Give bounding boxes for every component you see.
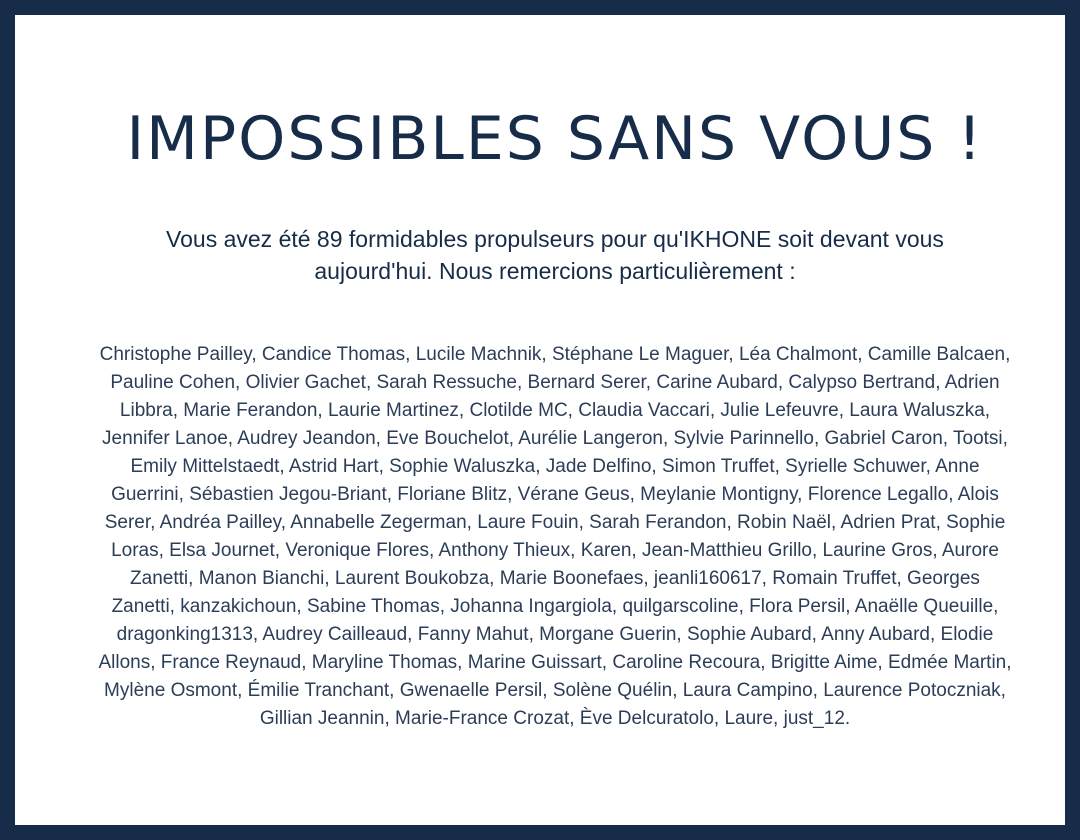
page-title: IMPOSSIBLES SANS VOUS !	[126, 104, 984, 174]
intro-text: Vous avez été 89 formidables propulseurs pour qu'IKHONE soit devant vous aujourd'hui. Nous remercions particulièrement :	[166, 226, 944, 284]
supporters-list: Christophe Pailley, Candice Thomas, Lucile Machnik, Stéphane Le Maguer, Léa Chalmont, Camille Balcaen, Pauline Cohen, Olivier Gachet, Sarah Ressuche, Bernard Serer, Carine Aubard, Calypso Bertrand, Adrien Libbra, Marie Ferandon, Laurie Martinez, Clotilde MC, Claudia Vaccari, Julie Lefeuvre, Laura Waluszka, Jennifer Lanoe, Audrey Jeandon, Eve Bouchelot, Aurélie Langeron, Sylvie Parinnello, Gabriel Caron, Tootsi, Emily Mittelstaedt, Astrid Hart, Sophie Waluszka, Jade Delfino, Simon Truffet, Syrielle Schuwer, Anne Guerrini, Sébastien Jegou-Briant, Floriane Blitz, Vérane Geus, Meylanie Montigny, Florence Legallo, Alois Serer, Andréa Pailley, Annabelle Zegerman, Laure Fouin, Sarah Ferandon, Robin Naël, Adrien Prat, Sophie Loras, Elsa Journet, Veronique Flores, Anthony Thieux, Karen, Jean-Matthieu Grillo, Laurine Gros, Aurore Zanetti, Manon Bianchi, Laurent Boukobza, Marie Boonefaes, jeanli160617, Romain Truffet, Georges Zanetti, kanzakichoun, Sabine Thomas, Johanna Ingargiola, quilgarscoline, Flora Persil, Anaëlle Queuille, dragonking1313, Audrey Cailleaud, Fanny Mahut, Morgane Guerin, Sophie Aubard, Anny Aubard, Elodie Allons, France Reynaud, Maryline Thomas, Marine Guissart, Caroline Recoura, Brigitte Aime, Edmée Martin, Mylène Osmont, Émilie Tranchant, Gwenaelle Persil, Solène Quélin, Laura Campino, Laurence Potoczniak, Gillian Jeannin, Marie-France Crozat, Ève Delcuratolo, Laure, just_12.	[98, 344, 1012, 729]
